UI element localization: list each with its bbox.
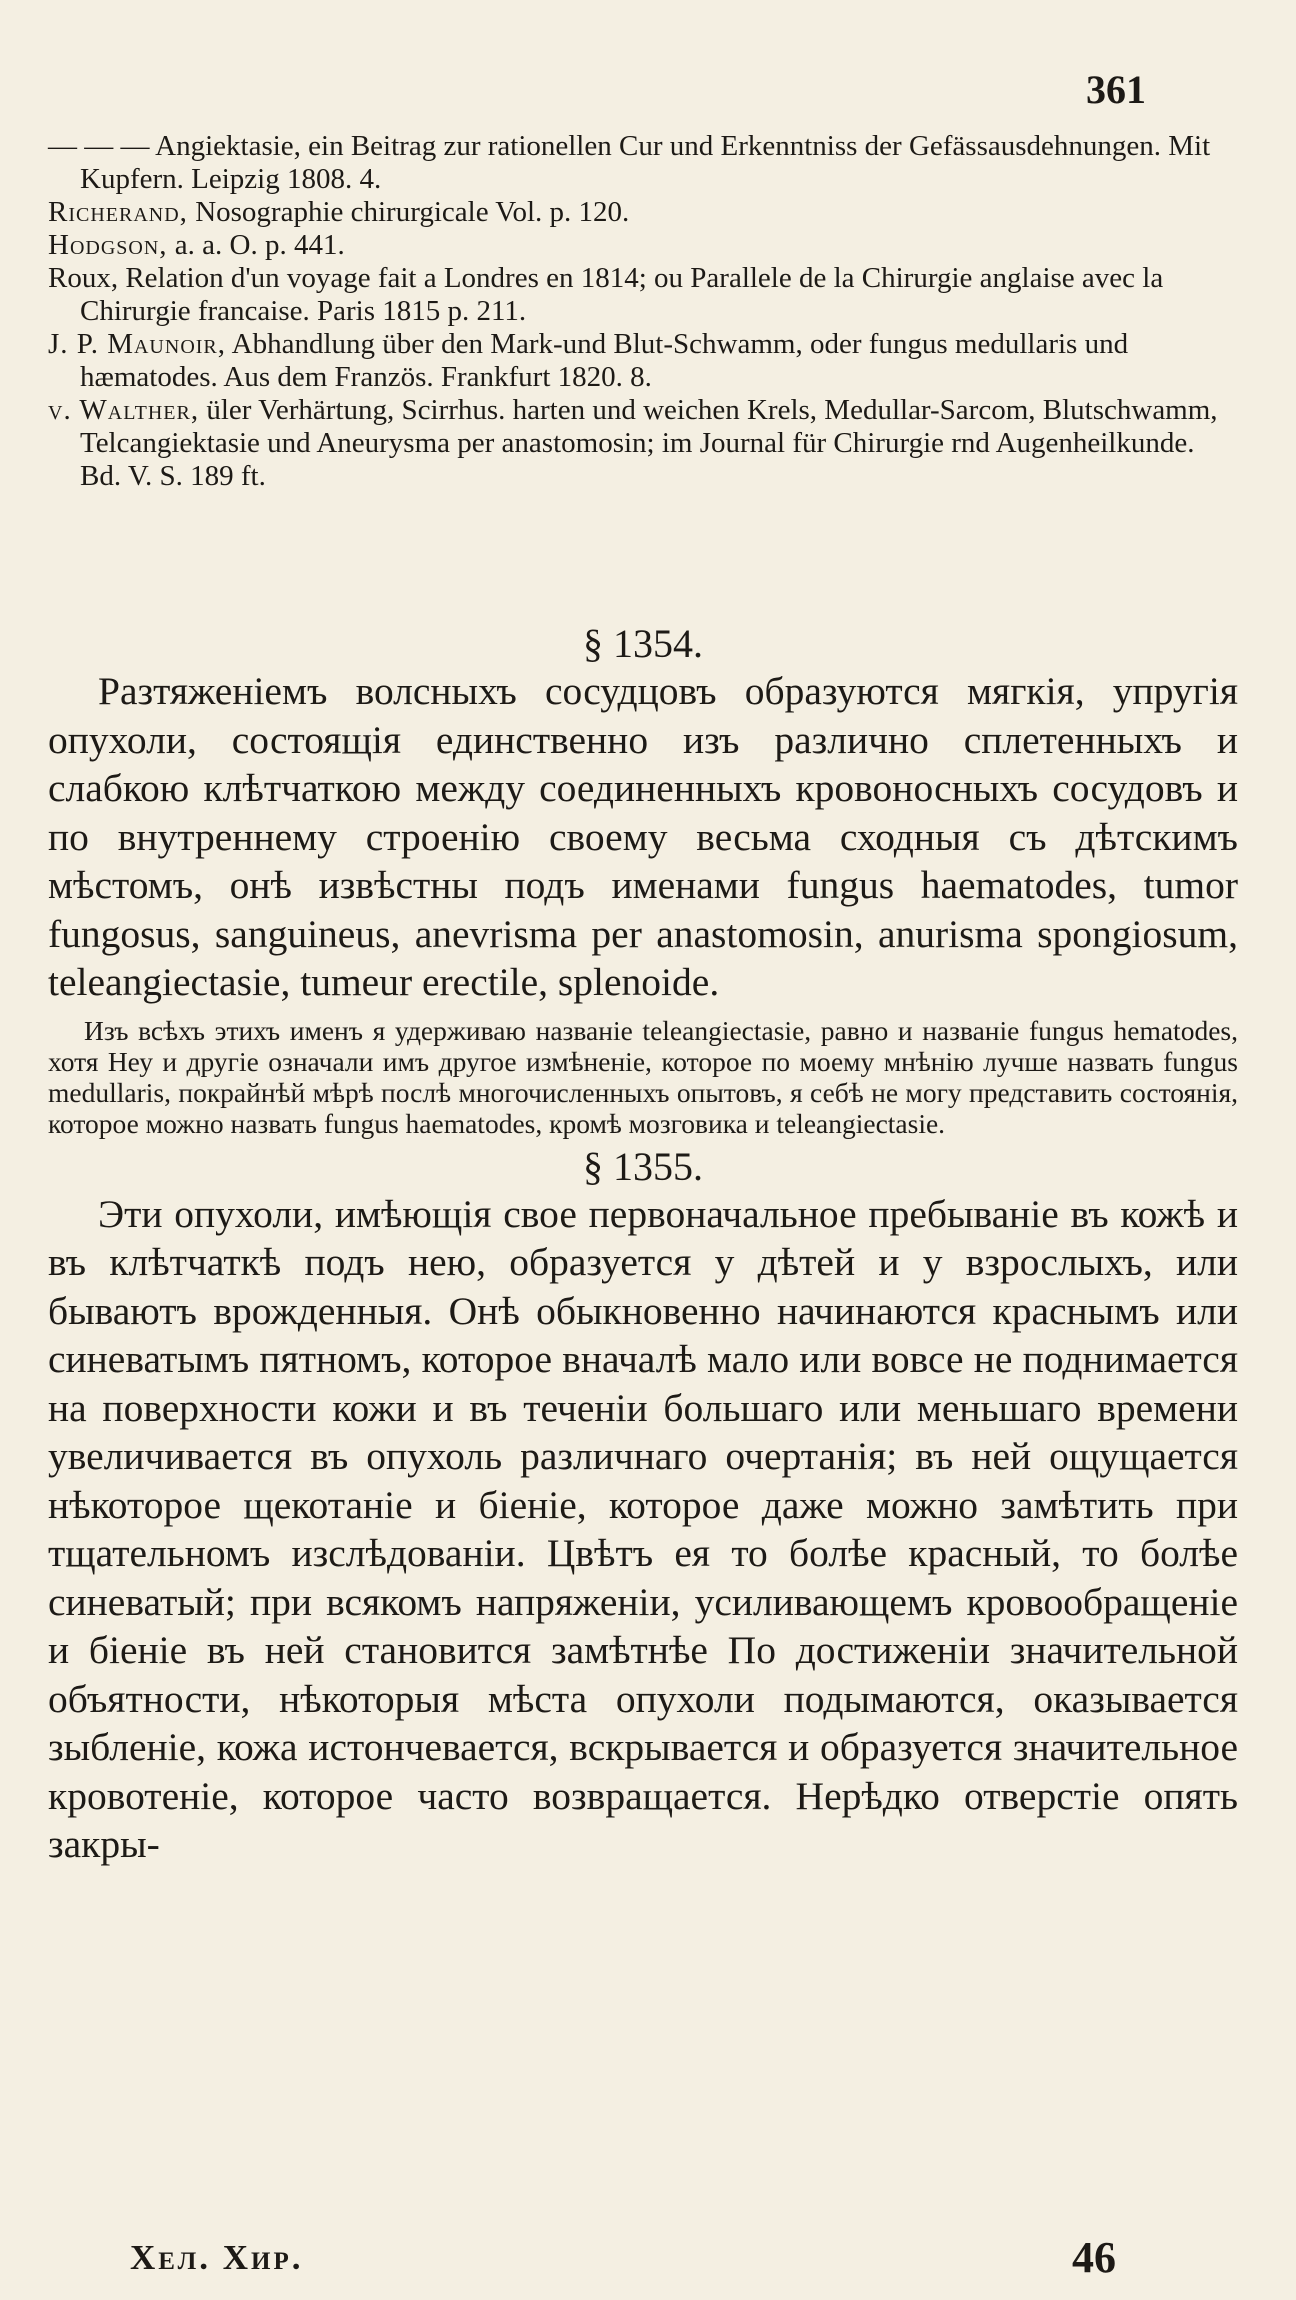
reference-item xyxy=(48,130,1238,196)
page-footer xyxy=(0,2233,1296,2288)
reference-text: — — — Angiektasie, ein Beitrag zur rationellen Cur und Erkenntniss der Gefässausdehnungen. Mit Kupfern. Leipzig 1808. 4. xyxy=(48,130,1211,195)
reference-author: v. Walther, xyxy=(48,394,200,426)
reference-text: Nosographie chirurgicale Vol. p. 120. xyxy=(187,196,630,228)
sheet-number: 46 xyxy=(1072,2233,1116,2282)
main-text xyxy=(48,620,1238,1869)
reference-author: Hodgson, xyxy=(48,229,168,261)
section-1354-note: Изъ всѣхъ этихъ именъ я удерживаю названіе teleangiectasie, равно и названіе fungus hematodes, хотя Неу и другіе означали имъ другое измѣненіе, которое по моему мнѣнію лучше назвать fungus medullaris, покрайнѣй мѣрѣ послѣ многочисленныхъ опытовъ, я себѣ не могу представить состоянія, которое можно назвать fungus haematodes, кромѣ мозговика и teleangiectasie. xyxy=(48,1014,1238,1139)
reference-item xyxy=(48,229,1238,262)
reference-item xyxy=(48,328,1238,394)
printer-signature: Хел. Хир. xyxy=(130,2238,304,2277)
section-1355-paragraph: Эти опухоли, имѣющія свое первоначальное пребываніе въ кожѣ и въ клѣтчаткѣ подъ нею, образуется у дѣтей и у взрослыхъ, или бываютъ врожденныя. Онѣ обыкновенно начинаются краснымъ или синеватымъ пятномъ, которое вначалѣ мало или вовсе не поднимается на поверхности кожи и въ теченіи большаго или меньшаго времени увеличивается въ опухоль различнаго очертанія; въ ней ощущается нѣкоторое щекотаніе и біеніе, которое даже можно замѣтить при тщательномъ изслѣдованіи. Цвѣтъ ея то болѣе красный, то болѣе синеватый; при всякомъ напряженіи, усиливающемъ кровообращеніе и біеніе въ ней становится замѣтнѣе По достиженіи значительной объятности, нѣкоторыя мѣста опухоли подымаются, оказывается зыбленіе, кожа истончевается, вскрывается и образуется значительное кровотеніе, которое часто возвращается. Нерѣдко отверстіе опять закры- xyxy=(48,1191,1238,1866)
reference-list xyxy=(48,130,1238,493)
reference-text: Abhandlung über den Mark-und Blut-Schwamm, oder fungus medullaris und hæmatodes. Aus dem Französ. Frankfurt 1820. 8. xyxy=(80,328,1129,393)
reference-item xyxy=(48,394,1238,493)
reference-text: Roux, Relation d'un voyage fait a Londres en 1814; ou Parallele de la Chirurgie anglaise avec la Chirurgie francaise. Paris 1815 p. 211. xyxy=(48,262,1164,327)
section-1354-paragraph: Разтяженіемъ волсныхъ сосудцовъ образуются мягкія, упругія опухоли, состоящія единственно изъ различно сплетенныхъ и слабкою клѣтчаткою между соединенныхъ кровоносныхъ сосудовъ и по внутреннему строенію своему весьма сходныя съ дѣтскимъ мѣстомъ, онѣ извѣстны подъ именами fungus haematodes, tumor fungosus, sanguineus, anevrisma per anastomosin, anurisma spongiosum, teleangiectasie, tumeur erectile, splenoide. xyxy=(48,669,1238,1004)
reference-item xyxy=(48,196,1238,229)
reference-author: J. P. Maunoir, xyxy=(48,328,227,360)
reference-text: üler Verhärtung, Scirrhus. harten und weichen Krels, Medullar-Sarcom, Blutschwamm, Telcangiektasie und Aneurysma per anastomosin; im Journal für Chirurgie rnd Augenheilkunde. Bd. V. S. 189 ft. xyxy=(80,394,1218,492)
section-heading-1355: § 1355. xyxy=(583,1143,703,1189)
reference-author: Richerand, xyxy=(48,196,188,228)
reference-text: a. a. O. p. 441. xyxy=(167,229,345,261)
page-number: 361 xyxy=(1086,67,1146,112)
reference-item xyxy=(48,262,1238,328)
section-heading-1354: § 1354. xyxy=(583,621,703,666)
